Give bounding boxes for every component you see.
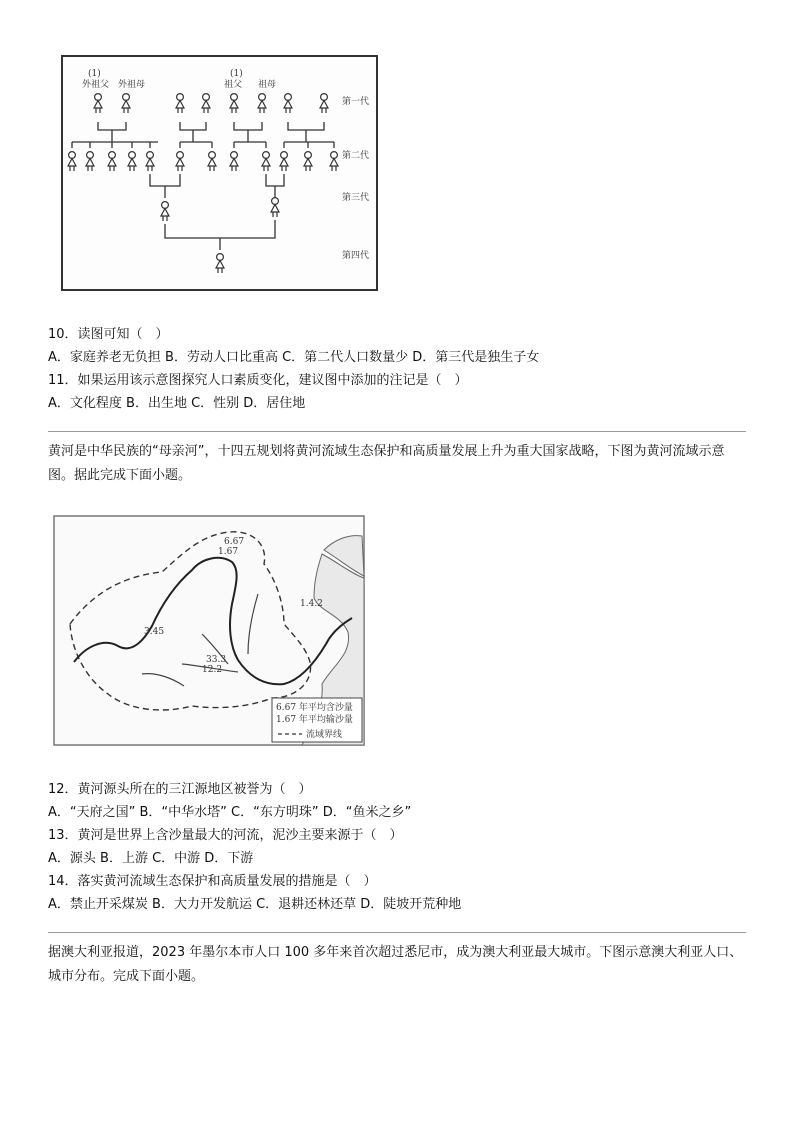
svg-text:12.2: 12.2 <box>202 665 223 675</box>
svg-text:1.67 年平均输沙量: 1.67 年平均输沙量 <box>276 715 353 725</box>
yellow-river-intro: 黄河是中华民族的“母亲河”，十四五规划将黄河流域生态保护和高质量发展上升为重大国家战略，下图为黄河流域示意图。据此完成下面小题。 <box>48 444 725 483</box>
svg-text:第二代: 第二代 <box>342 151 370 161</box>
svg-text:(1): (1) <box>88 69 101 79</box>
question-11-options: A．文化程度 B．出生地 C．性别 D．居住地 <box>48 396 306 411</box>
svg-text:第一代: 第一代 <box>342 97 370 107</box>
svg-text:1.67: 1.67 <box>218 547 239 557</box>
family-tree-figure <box>58 52 383 296</box>
svg-text:1.4.2: 1.4.2 <box>300 599 323 609</box>
question-10-options: A．家庭养老无负担 B．劳动人口比重高 C．第二代人口数量少 D．第三代是独生子女 <box>48 350 540 365</box>
question-12-options: A．“天府之国” B．“中华水塔” C．“东方明珠” D．“鱼米之乡” <box>48 805 412 820</box>
question-14-options: A．禁止开采煤炭 B．大力开发航运 C．退耕还林还草 D．陡坡开荒种地 <box>48 897 462 912</box>
svg-text:外祖父: 外祖父 <box>82 80 110 90</box>
section-divider <box>48 431 746 432</box>
svg-text:6.67: 6.67 <box>224 537 245 547</box>
question-13-stem: 13．黄河是世界上含沙量最大的河流，泥沙主要来源于（ ） <box>48 828 403 843</box>
svg-text:第三代: 第三代 <box>342 193 370 203</box>
section-divider <box>48 932 746 933</box>
svg-text:祖母: 祖母 <box>258 80 277 90</box>
svg-text:外祖母: 外祖母 <box>118 80 146 90</box>
question-14-stem: 14．落实黄河流域生态保护和高质量发展的措施是（ ） <box>48 874 377 889</box>
svg-text:33.3: 33.3 <box>206 655 227 665</box>
svg-text:第四代: 第四代 <box>342 251 370 261</box>
question-12-stem: 12．黄河源头所在的三江源地区被誉为（ ） <box>48 782 312 797</box>
svg-text:3.45: 3.45 <box>144 627 165 637</box>
family-tree-diagram <box>58 52 383 296</box>
svg-text:祖父: 祖父 <box>224 80 243 90</box>
yellow-river-map-figure <box>52 514 366 747</box>
svg-text:(1): (1) <box>230 69 243 79</box>
australia-intro: 据澳大利亚报道，2023 年墨尔本市人口 100 多年来首次超过悉尼市，成为澳大利亚最大城市。下图示意澳大利亚人口、城市分布。完成下面小题。 <box>48 945 743 984</box>
yellow-river-basin-map <box>52 514 366 747</box>
question-10-stem: 10．读图可知（ ） <box>48 327 169 342</box>
svg-text:6.67 年平均含沙量: 6.67 年平均含沙量 <box>276 703 353 713</box>
question-13-options: A．源头 B．上游 C．中游 D．下游 <box>48 851 254 866</box>
question-11-stem: 11．如果运用该示意图探究人口素质变化，建议图中添加的注记是（ ） <box>48 373 468 388</box>
svg-text:流域界线: 流域界线 <box>306 730 343 740</box>
